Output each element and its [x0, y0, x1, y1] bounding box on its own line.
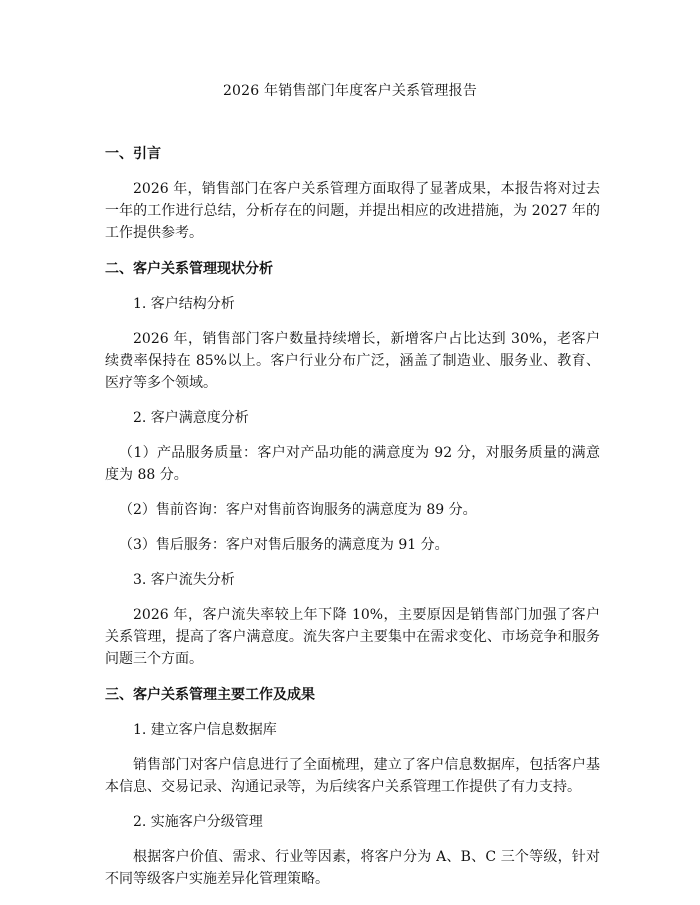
- satisfaction-item-product: （1）产品服务质量：客户对产品功能的满意度为 92 分，对服务质量的满意度为 88 分。: [105, 445, 600, 483]
- paragraph-churn: 2026 年，客户流失率较上年下降 10%，主要原因是销售部门加强了客户关系管理，提高了客户满意度。流失客户主要集中在需求变化、市场竞争和服务问题三个方面。: [105, 607, 600, 667]
- satisfaction-item-aftersales: （3）售后服务：客户对售后服务的满意度为 91 分。: [119, 537, 449, 553]
- section-heading-work: 三、客户关系管理主要工作及成果: [105, 687, 315, 703]
- subheading-churn: 3. 客户流失分析: [133, 572, 235, 588]
- section-heading-intro: 一、引言: [105, 146, 161, 162]
- paragraph-database: 销售部门对客户信息进行了全面梳理，建立了客户信息数据库，包括客户基本信息、交易记录、沟通记录等，为后续客户关系管理工作提供了有力支持。: [105, 757, 600, 795]
- document-title: 2026 年销售部门年度客户关系管理报告: [222, 83, 478, 99]
- subheading-tiering: 2. 实施客户分级管理: [133, 814, 263, 830]
- paragraph-customer-structure: 2026 年，销售部门客户数量持续增长，新增客户占比达到 30%，老客户续费率保持在 85%以上。客户行业分布广泛，涵盖了制造业、服务业、教育、医疗等多个领域。: [105, 331, 600, 391]
- paragraph-tiering: 根据客户价值、需求、行业等因素，将客户分为 A、B、C 三个等级，针对不同等级客户实施差异化管理策略。: [105, 849, 600, 887]
- intro-paragraph: 2026 年，销售部门在客户关系管理方面取得了显著成果，本报告将对过去一年的工作进行总结，分析存在的问题，并提出相应的改进措施，为 2027 年的工作提供参考。: [105, 181, 600, 241]
- satisfaction-item-presales: （2）售前咨询：客户对售前咨询服务的满意度为 89 分。: [119, 502, 477, 518]
- section-heading-status: 二、客户关系管理现状分析: [105, 261, 273, 277]
- subheading-customer-structure: 1. 客户结构分析: [133, 296, 235, 312]
- subheading-satisfaction: 2. 客户满意度分析: [133, 410, 249, 426]
- document-body: [105, 143, 600, 890]
- subheading-database: 1. 建立客户信息数据库: [133, 722, 277, 738]
